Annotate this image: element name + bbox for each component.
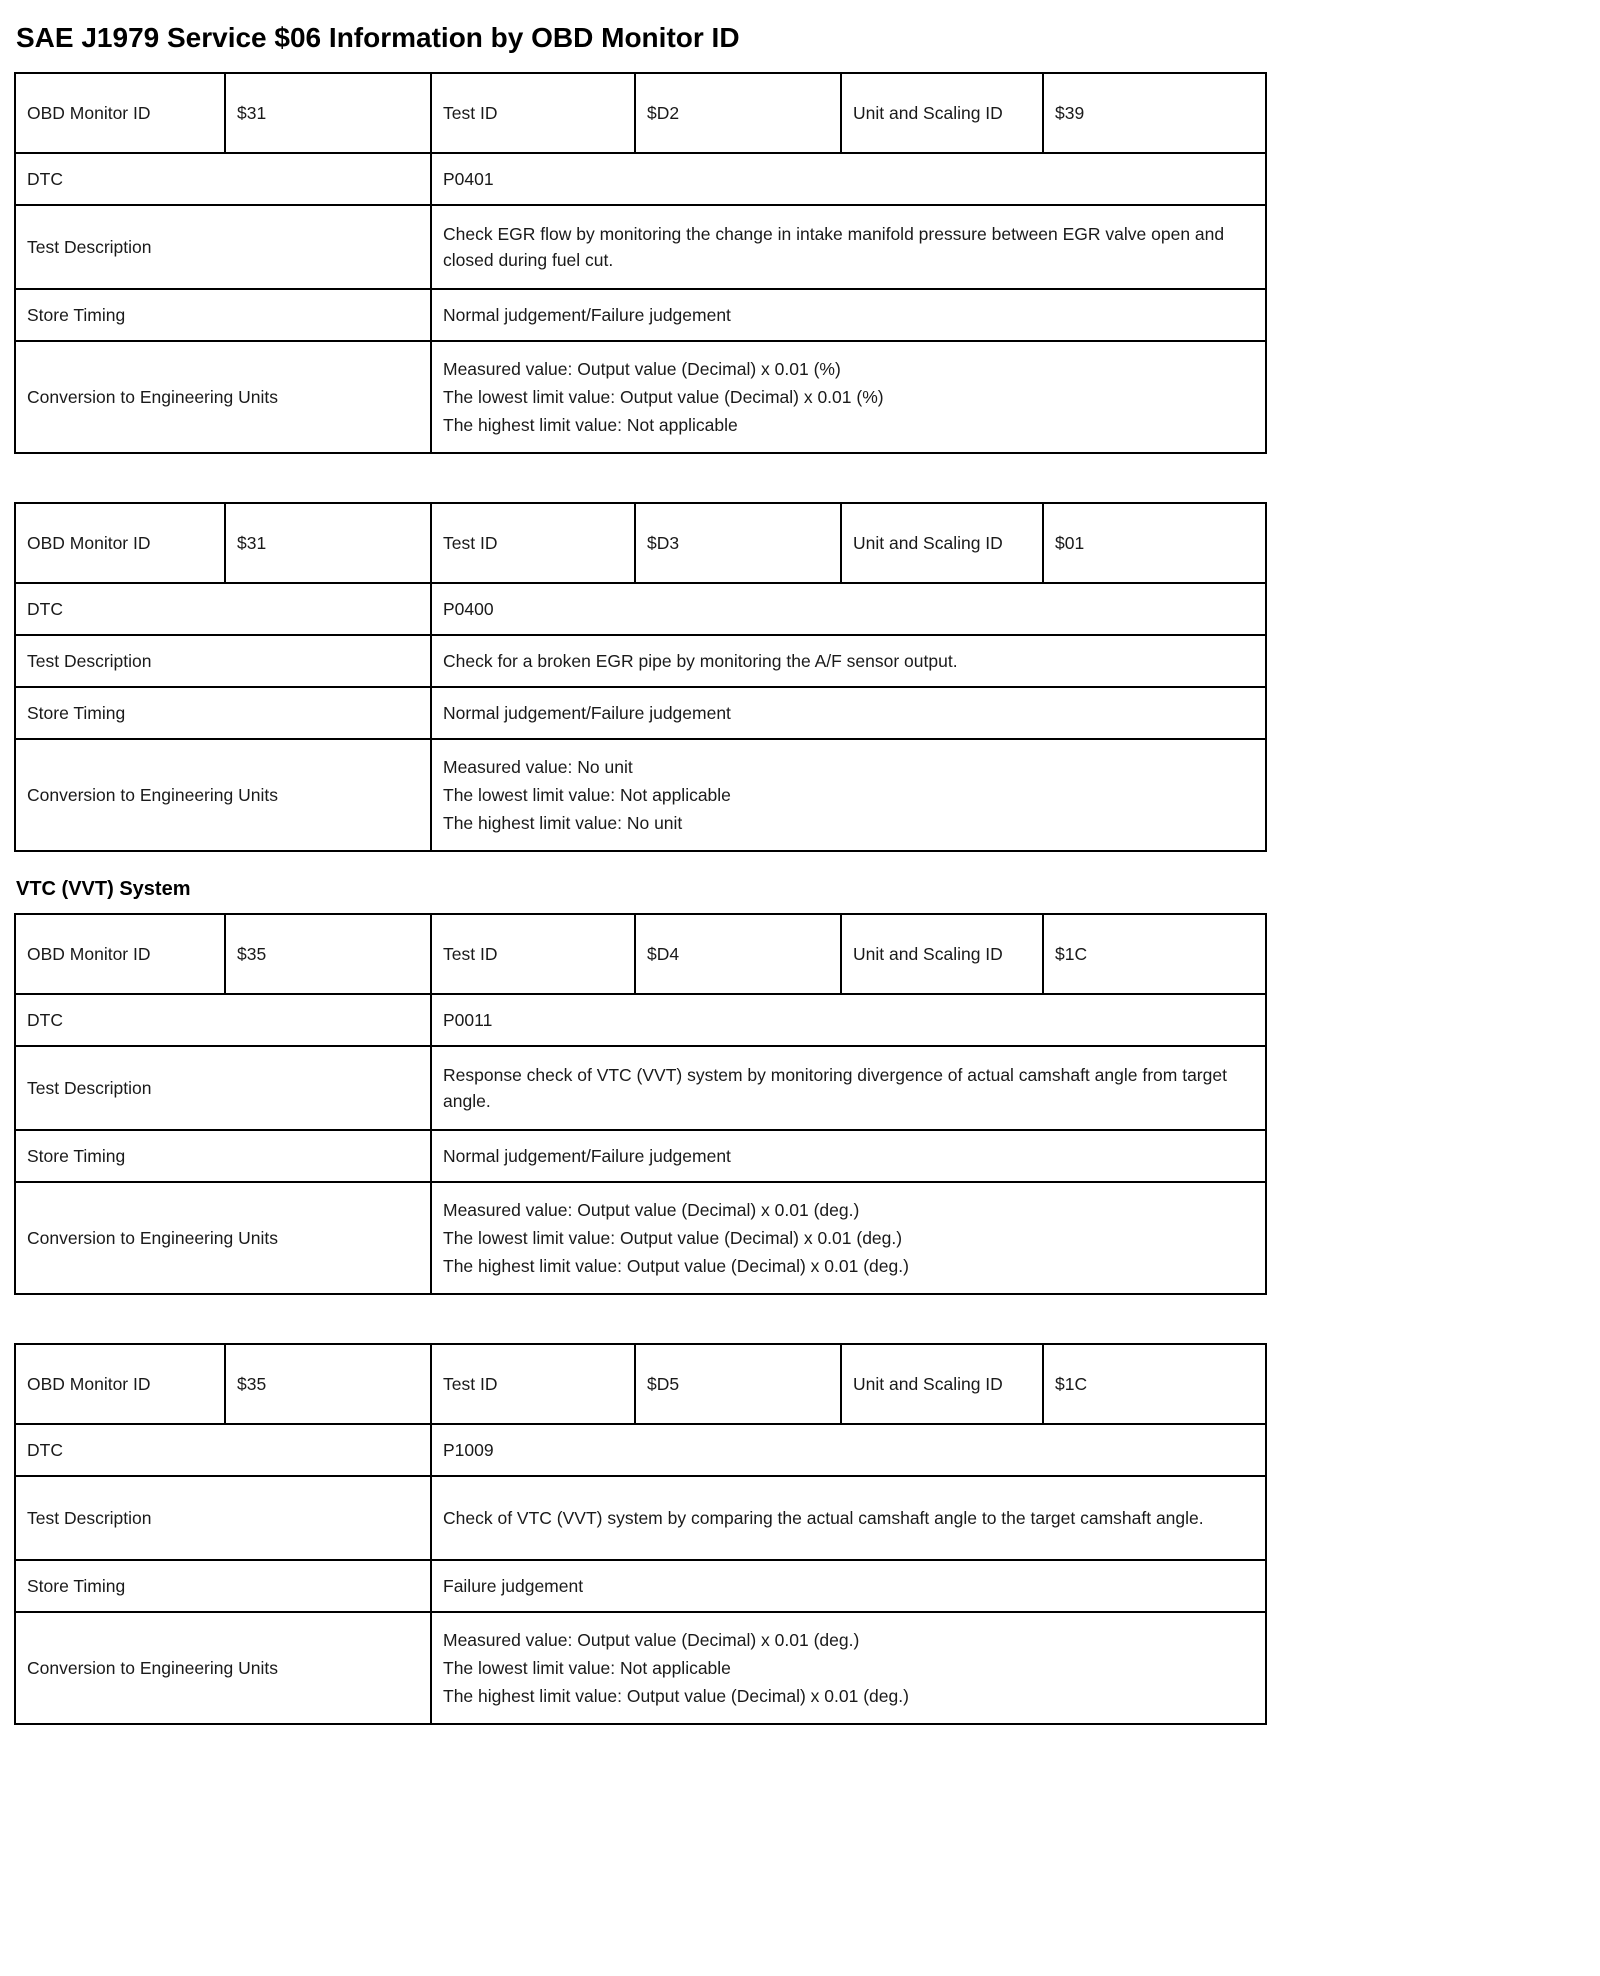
store-timing-value: Normal judgement/Failure judgement xyxy=(431,289,1266,341)
conversion-label: Conversion to Engineering Units xyxy=(15,1612,431,1724)
conversion-label: Conversion to Engineering Units xyxy=(15,341,431,453)
test-description-label: Test Description xyxy=(15,635,431,687)
test-description-label: Test Description xyxy=(15,205,431,289)
dtc-row xyxy=(15,583,1266,635)
table-spacer xyxy=(14,454,1586,502)
table-spacer xyxy=(14,1295,1586,1343)
table-header-row xyxy=(15,1344,1266,1424)
test-id-label: Test ID xyxy=(431,503,635,583)
conversion-value xyxy=(431,1182,1266,1294)
conversion-row xyxy=(15,341,1266,453)
store-timing-row xyxy=(15,1560,1266,1612)
dtc-value: P0400 xyxy=(431,583,1266,635)
conversion-line: The highest limit value: Not applicable xyxy=(443,415,738,435)
dtc-label: DTC xyxy=(15,994,431,1046)
conversion-line: The lowest limit value: Not applicable xyxy=(443,785,731,805)
store-timing-row xyxy=(15,289,1266,341)
table-header-row xyxy=(15,503,1266,583)
test-id-value: $D3 xyxy=(635,503,841,583)
obd-monitor-id-value: $35 xyxy=(225,1344,431,1424)
obd-monitor-id-value: $31 xyxy=(225,73,431,153)
conversion-line: The lowest limit value: Output value (Decimal) x 0.01 (%) xyxy=(443,387,884,407)
page-title: SAE J1979 Service $06 Information by OBD Monitor ID xyxy=(16,22,740,53)
test-id-label: Test ID xyxy=(431,914,635,994)
store-timing-value: Normal judgement/Failure judgement xyxy=(431,1130,1266,1182)
obd-test-table-2 xyxy=(14,502,1267,852)
unit-scaling-id-label: Unit and Scaling ID xyxy=(841,914,1043,994)
conversion-value xyxy=(431,1612,1266,1724)
obd-monitor-id-value: $31 xyxy=(225,503,431,583)
test-description-row xyxy=(15,1046,1266,1130)
conversion-line: Measured value: Output value (Decimal) x 0.01 (%) xyxy=(443,359,841,379)
dtc-value: P1009 xyxy=(431,1424,1266,1476)
store-timing-value: Normal judgement/Failure judgement xyxy=(431,687,1266,739)
dtc-label: DTC xyxy=(15,153,431,205)
dtc-label: DTC xyxy=(15,1424,431,1476)
conversion-value xyxy=(431,739,1266,851)
conversion-line: The lowest limit value: Output value (Decimal) x 0.01 (deg.) xyxy=(443,1228,903,1248)
unit-scaling-id-value: $01 xyxy=(1043,503,1266,583)
store-timing-value: Failure judgement xyxy=(431,1560,1266,1612)
test-id-value: $D5 xyxy=(635,1344,841,1424)
conversion-line: Measured value: Output value (Decimal) x 0.01 (deg.) xyxy=(443,1630,860,1650)
test-description-label: Test Description xyxy=(15,1476,431,1560)
conversion-row xyxy=(15,1612,1266,1724)
conversion-value xyxy=(431,341,1266,453)
test-description-value: Check of VTC (VVT) system by comparing the actual camshaft angle to the target camshaft angle. xyxy=(431,1476,1266,1560)
conversion-line: The lowest limit value: Not applicable xyxy=(443,1658,731,1678)
unit-scaling-id-label: Unit and Scaling ID xyxy=(841,1344,1043,1424)
test-description-value: Check EGR flow by monitoring the change in intake manifold pressure between EGR valve open and closed during fuel cut. xyxy=(431,205,1266,289)
dtc-value: P0011 xyxy=(431,994,1266,1046)
dtc-row xyxy=(15,1424,1266,1476)
store-timing-label: Store Timing xyxy=(15,687,431,739)
store-timing-label: Store Timing xyxy=(15,1560,431,1612)
obd-monitor-id-label: OBD Monitor ID xyxy=(15,1344,225,1424)
dtc-row xyxy=(15,153,1266,205)
test-description-row xyxy=(15,1476,1266,1560)
store-timing-row xyxy=(15,1130,1266,1182)
test-id-label: Test ID xyxy=(431,73,635,153)
obd-test-table-3 xyxy=(14,913,1267,1295)
unit-scaling-id-value: $1C xyxy=(1043,1344,1266,1424)
test-description-value: Response check of VTC (VVT) system by monitoring divergence of actual camshaft angle from target angle. xyxy=(431,1046,1266,1130)
unit-scaling-id-value: $1C xyxy=(1043,914,1266,994)
obd-test-table-1 xyxy=(14,72,1267,454)
unit-scaling-id-value: $39 xyxy=(1043,73,1266,153)
store-timing-label: Store Timing xyxy=(15,1130,431,1182)
obd-monitor-id-label: OBD Monitor ID xyxy=(15,73,225,153)
store-timing-row xyxy=(15,687,1266,739)
conversion-line: The highest limit value: Output value (Decimal) x 0.01 (deg.) xyxy=(443,1686,909,1706)
test-id-label: Test ID xyxy=(431,1344,635,1424)
test-id-value: $D4 xyxy=(635,914,841,994)
conversion-label: Conversion to Engineering Units xyxy=(15,739,431,851)
obd-monitor-id-label: OBD Monitor ID xyxy=(15,914,225,994)
conversion-label: Conversion to Engineering Units xyxy=(15,1182,431,1294)
store-timing-label: Store Timing xyxy=(15,289,431,341)
dtc-label: DTC xyxy=(15,583,431,635)
unit-scaling-id-label: Unit and Scaling ID xyxy=(841,503,1043,583)
section-heading-vtc-system: VTC (VVT) System xyxy=(16,878,191,900)
conversion-line: Measured value: Output value (Decimal) x 0.01 (deg.) xyxy=(443,1200,860,1220)
table-header-row xyxy=(15,914,1266,994)
dtc-row xyxy=(15,994,1266,1046)
obd-test-table-4 xyxy=(14,1343,1267,1725)
test-description-row xyxy=(15,635,1266,687)
conversion-line: The highest limit value: Output value (Decimal) x 0.01 (deg.) xyxy=(443,1256,909,1276)
test-id-value: $D2 xyxy=(635,73,841,153)
conversion-row xyxy=(15,739,1266,851)
dtc-value: P0401 xyxy=(431,153,1266,205)
unit-scaling-id-label: Unit and Scaling ID xyxy=(841,73,1043,153)
table-header-row xyxy=(15,73,1266,153)
obd-monitor-id-label: OBD Monitor ID xyxy=(15,503,225,583)
test-description-label: Test Description xyxy=(15,1046,431,1130)
conversion-row xyxy=(15,1182,1266,1294)
obd-monitor-id-value: $35 xyxy=(225,914,431,994)
test-description-value: Check for a broken EGR pipe by monitoring the A/F sensor output. xyxy=(431,635,1266,687)
test-description-row xyxy=(15,205,1266,289)
conversion-line: The highest limit value: No unit xyxy=(443,813,683,833)
conversion-line: Measured value: No unit xyxy=(443,757,633,777)
